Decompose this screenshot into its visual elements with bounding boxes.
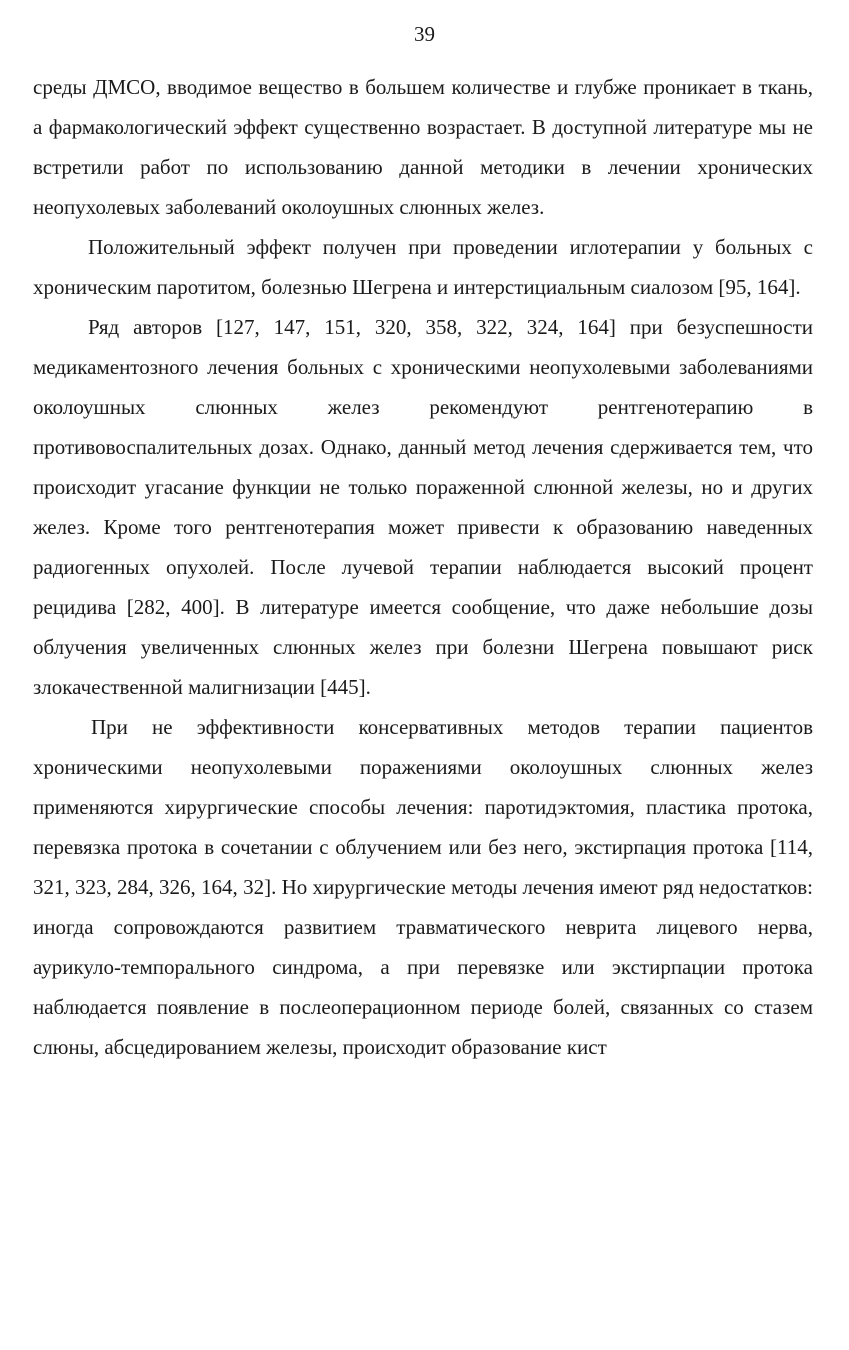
body-text	[33, 67, 813, 1067]
page-number: 39	[414, 22, 435, 46]
paragraph-3: Ряд авторов [127, 147, 151, 320, 358, 322, 324, 164] при безуспешности медикаментозного лечения больных с хроническими неопухолевыми заболеваниями околоушных слюнных желез рекомендуют рентгенотерапию в противовоспалительных дозах. Однако, данный метод лечения сдерживается тем, что происходит угасание функции не только пораженной слюнной железы, но и других желез. Кроме того рентгенотерапия может привести к образованию наведенных радиогенных опухолей. После лучевой терапии наблюдается высокий процент рецидива [282, 400]. В литературе имеется сообщение, что даже небольшие дозы облучения увеличенных слюнных желез при болезни Шегрена повышают риск злокачественной малигнизации [445].	[33, 315, 813, 699]
paragraph-4: При не эффективности консервативных методов терапии пациентов хроническими неопухолевыми поражениями околоушных слюнных желез применяются хирургические способы лечения: паротидэктомия, пластика протока, перевязка протока в сочетании с облучением или без него, экстирпация протока [114, 321, 323, 284, 326, 164, 32]. Но хирургические методы лечения имеют ряд недостатков: иногда сопровождаются развитием травматического неврита лицевого нерва, аурикуло-темпорального синдрома, а при перевязке или экстирпации протока наблюдается появление в послеоперационном периоде болей, связанных со стазем слюны, абсцедированием железы, происходит образование кист	[33, 715, 813, 1059]
paragraph-2: Положительный эффект получен при проведении иглотерапии у больных с хроническим паротитом, болезнью Шегрена и интерстициальным сиалозом [95, 164].	[33, 235, 813, 299]
paragraph-1: среды ДМСО, вводимое вещество в большем количестве и глубже проникает в ткань, а фармакологический эффект существенно возрастает. В доступной литературе мы не встретили работ по использованию данной методики в лечении хронических неопухолевых заболеваний околоушных слюнных желез.	[33, 75, 813, 219]
